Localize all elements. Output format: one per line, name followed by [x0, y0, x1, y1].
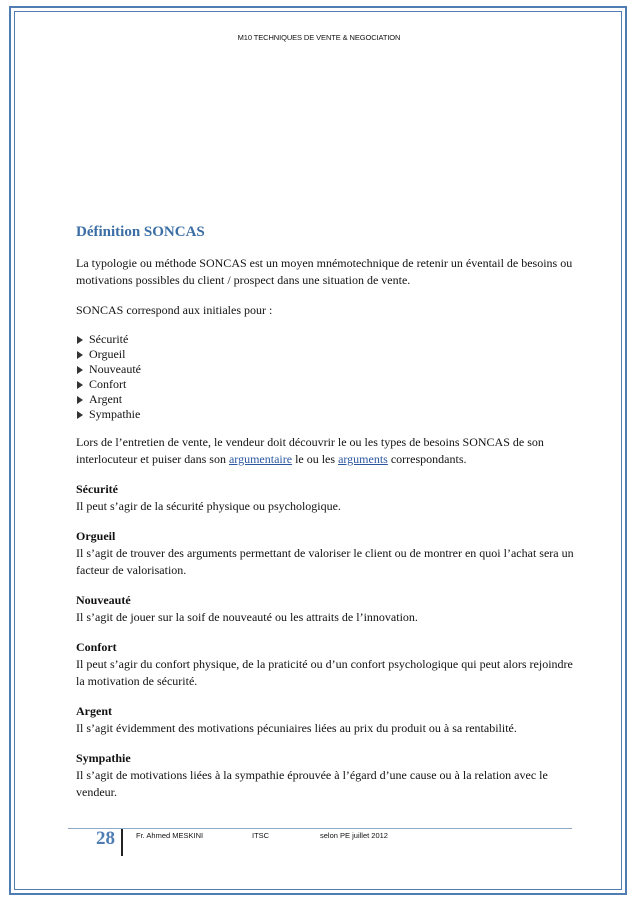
list-item-label: Sécurité — [89, 332, 129, 346]
initials-intro: SONCAS correspond aux initiales pour : — [76, 303, 273, 317]
section-text: Il s’agit de trouver des arguments permettant de valoriser le client ou de montrer en quoi l’achat sera un facteur de valorisation. — [76, 546, 574, 577]
bullet-arrow-icon — [77, 411, 83, 419]
footer-institution: ITSC — [252, 831, 270, 840]
section-title: Sympathie — [76, 751, 131, 765]
section-orgueil — [76, 528, 576, 579]
section-heading: Définition SONCAS — [76, 224, 205, 240]
list-item-label: Orgueil — [89, 347, 126, 361]
section-title: Nouveauté — [76, 593, 131, 607]
footer-divider — [68, 828, 572, 829]
list-item — [76, 392, 576, 407]
section-nouveaute — [76, 592, 576, 626]
section-text: Il s’agit de motivations liées à la sympathie éprouvée à l’égard d’une cause ou à la relation avec le vendeur. — [76, 768, 548, 799]
section-text: Il s’agit évidemment des motivations pécuniaires liées au prix du produit ou à sa rentabilité. — [76, 721, 517, 735]
page-number: 28 — [96, 828, 115, 849]
section-text: Il s’agit de jouer sur la soif de nouveauté ou les attraits de l’innovation. — [76, 610, 418, 624]
section-text: Il peut s’agir du confort physique, de la praticité ou d’un confort psychologique qui peut alors rejoindre la motivation de sécurité. — [76, 657, 573, 688]
section-title: Argent — [76, 704, 112, 718]
intro-paragraph: La typologie ou méthode SONCAS est un moyen mnémotechnique de retenir un éventail de besoins ou motivations possibles du client / prospect dans une situation de vente. — [76, 256, 573, 287]
discovery-text: le ou les — [292, 452, 339, 466]
list-item — [76, 407, 576, 422]
section-text: Il peut s’agir de la sécurité physique ou psychologique. — [76, 499, 341, 513]
footer-edition: selon PE juillet 2012 — [320, 831, 388, 840]
list-item-label: Nouveauté — [89, 362, 141, 376]
list-item — [76, 347, 576, 362]
soncas-list — [76, 332, 576, 422]
list-item-label: Argent — [89, 392, 123, 406]
list-item — [76, 362, 576, 377]
section-argent — [76, 703, 576, 737]
bullet-arrow-icon — [77, 351, 83, 359]
document-body — [76, 224, 576, 814]
section-title: Orgueil — [76, 529, 116, 543]
bullet-arrow-icon — [77, 366, 83, 374]
discovery-text: correspondants. — [387, 452, 467, 466]
footer-author: Fr. Ahmed MESKINI — [136, 831, 204, 840]
bullet-arrow-icon — [77, 381, 83, 389]
section-sympathie — [76, 750, 576, 801]
arguments-link[interactable]: arguments — [338, 452, 388, 466]
section-securite — [76, 481, 576, 515]
bullet-arrow-icon — [77, 336, 83, 344]
list-item — [76, 332, 576, 347]
running-header: M10 TECHNIQUES DE VENTE & NEGOCIATION — [237, 33, 401, 42]
list-item-label: Sympathie — [89, 407, 141, 421]
discovery-paragraph — [76, 434, 576, 468]
bullet-arrow-icon — [77, 396, 83, 404]
section-title: Sécurité — [76, 482, 118, 496]
section-title: Confort — [76, 640, 117, 654]
discovery-text: Lors de l’entretien de vente, le vendeur doit découvrir le ou les types de besoins SONCAS de son interlocuteur et puiser dans son — [76, 435, 544, 466]
argumentaire-link[interactable]: argumentaire — [228, 452, 293, 466]
list-item — [76, 377, 576, 392]
section-confort — [76, 639, 576, 690]
list-item-label: Confort — [89, 377, 127, 391]
footer-separator — [121, 829, 123, 856]
